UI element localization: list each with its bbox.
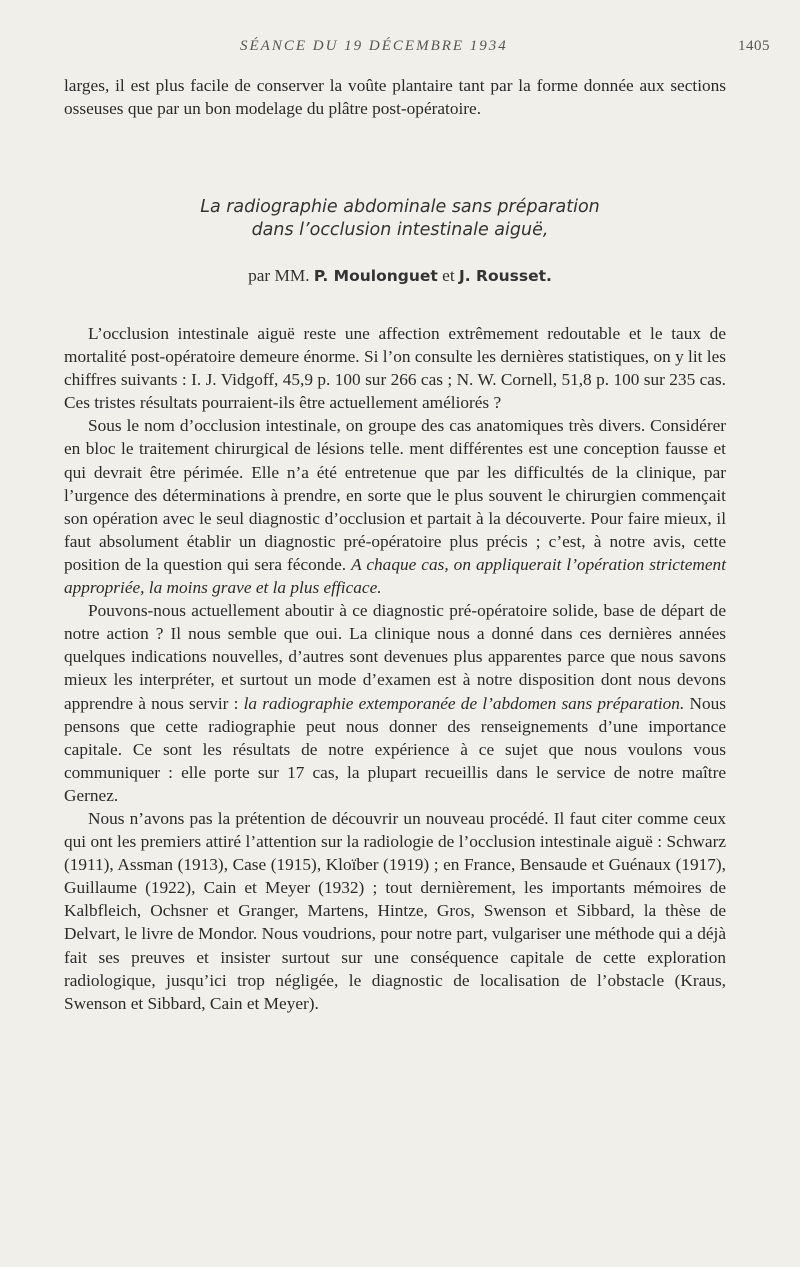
paragraph-3-text-b: Nous pensons que cette radiographie peut nous donner des renseignements d’une importance capitale. Ce sont les résultats de notre expérience à ce sujet que nous voulons vous communiquer : elle porte sur 17 cas, la plupart recueillis dans le service de notre maître Gernez. [64, 693, 726, 805]
page-number: 1405 [738, 38, 770, 54]
article-title-line-1: La radiographie abdominale sans préparation [200, 197, 600, 217]
paragraph-2-text: Sous le nom d’occlusion intestinale, on groupe des cas anatomiques très divers. Considérer en bloc le traitement chirurgical de lésions telle. ment différentes est une conception fausse et qui devrait être périmée. Elle n’a été entretenue que par les difficultés de la clinique, par l’urgence des déterminations à prendre, en sorte que le plus souvent le chirurgien commençait son opération avec le seul diagnostic d’occlusion et partait à la découverte. Pour faire mieux, il faut absolument établir un diagnostic pré-opératoire plus précis ; c’est, à notre avis, cette position de la question qui sera féconde. [64, 416, 726, 574]
article-title [0, 196, 800, 242]
continuation-paragraph: larges, il est plus facile de conserver la voûte plantaire tant par la forme donnée aux sections osseuses que par un bon modelage du plâtre post-opératoire. [64, 76, 726, 119]
article-authors [0, 266, 800, 286]
authors-prefix: par MM. [248, 266, 310, 285]
paragraph-1: L’occlusion intestinale aiguë reste une affection extrêmement redoutable et le taux de mortalité post-opératoire demeure énorme. Si l’on consulte les dernières statistiques, on y lit les chiffres suivants : I. J. Vidgoff, 45,9 p. 100 sur 266 cas ; N. W. Cornell, 51,8 p. 100 sur 235 cas. Ces tristes résultats pourraient-ils être actuellement améliorés ? [64, 324, 726, 413]
article-body [64, 322, 726, 1015]
paragraph-4: Nous n’avons pas la prétention de découvrir un nouveau procédé. Il faut citer comme ceux qui ont les premiers attiré l’attention sur la radiologie de l’occlusion intestinale aiguë : Schwarz (1911), Assman (1913), Case (1915), Kloïber (1919) ; en France, Bensaude et Guénaux (1917), Guillaume (1922), Cain et Meyer (1932) ; tout dernièrement, les importants mémoires de Kalbfleich, Ochsner et Granger, Martens, Hintze, Gros, Swenson et Sibbard, la thèse de Delvart, le livre de Mondor. Nous voudrions, pour notre part, vulgariser une méthode qui a déjà fait ses preuves et insister surtout sur une conséquence capitale de cette exploration radiologique, jusqu’ici trop négligée, le diagnostic de localisation de l’obstacle (Kraus, Swenson et Sibbard, Cain et Meyer). [64, 808, 726, 1013]
paragraph-3-emphasis: la radiographie extemporanée de l’abdomen sans préparation. [243, 693, 685, 713]
paragraph-3-text-a: Pouvons-nous actuellement aboutir à ce diagnostic pré-opératoire solide, base de départ de notre action ? Il nous semble que oui. La clinique nous a donné dans ces dernières années quelques indications nouvelles, d’autres sont devenues plus apparentes parce que nous savons mieux les interpréter, et surtout un mode d’examen est à notre disposition dont nous devons apprendre à nous servir : [64, 601, 726, 713]
author-2: J. Rousset. [458, 267, 552, 285]
paragraph-2 [64, 414, 726, 599]
paragraph-2-emphasis: A chaque cas, on appliquerait l’opération strictement appropriée, la moins grave et la plus efficace. [64, 554, 727, 598]
page-header [0, 38, 800, 58]
author-1: P. Moulonguet [313, 267, 438, 285]
running-title: SÉANCE DU 19 DÉCEMBRE 1934 [240, 38, 508, 54]
authors-and: et [442, 266, 455, 285]
paragraph-3 [64, 599, 726, 807]
article-title-line-2: dans l’occlusion intestinale aiguë, [251, 220, 549, 240]
